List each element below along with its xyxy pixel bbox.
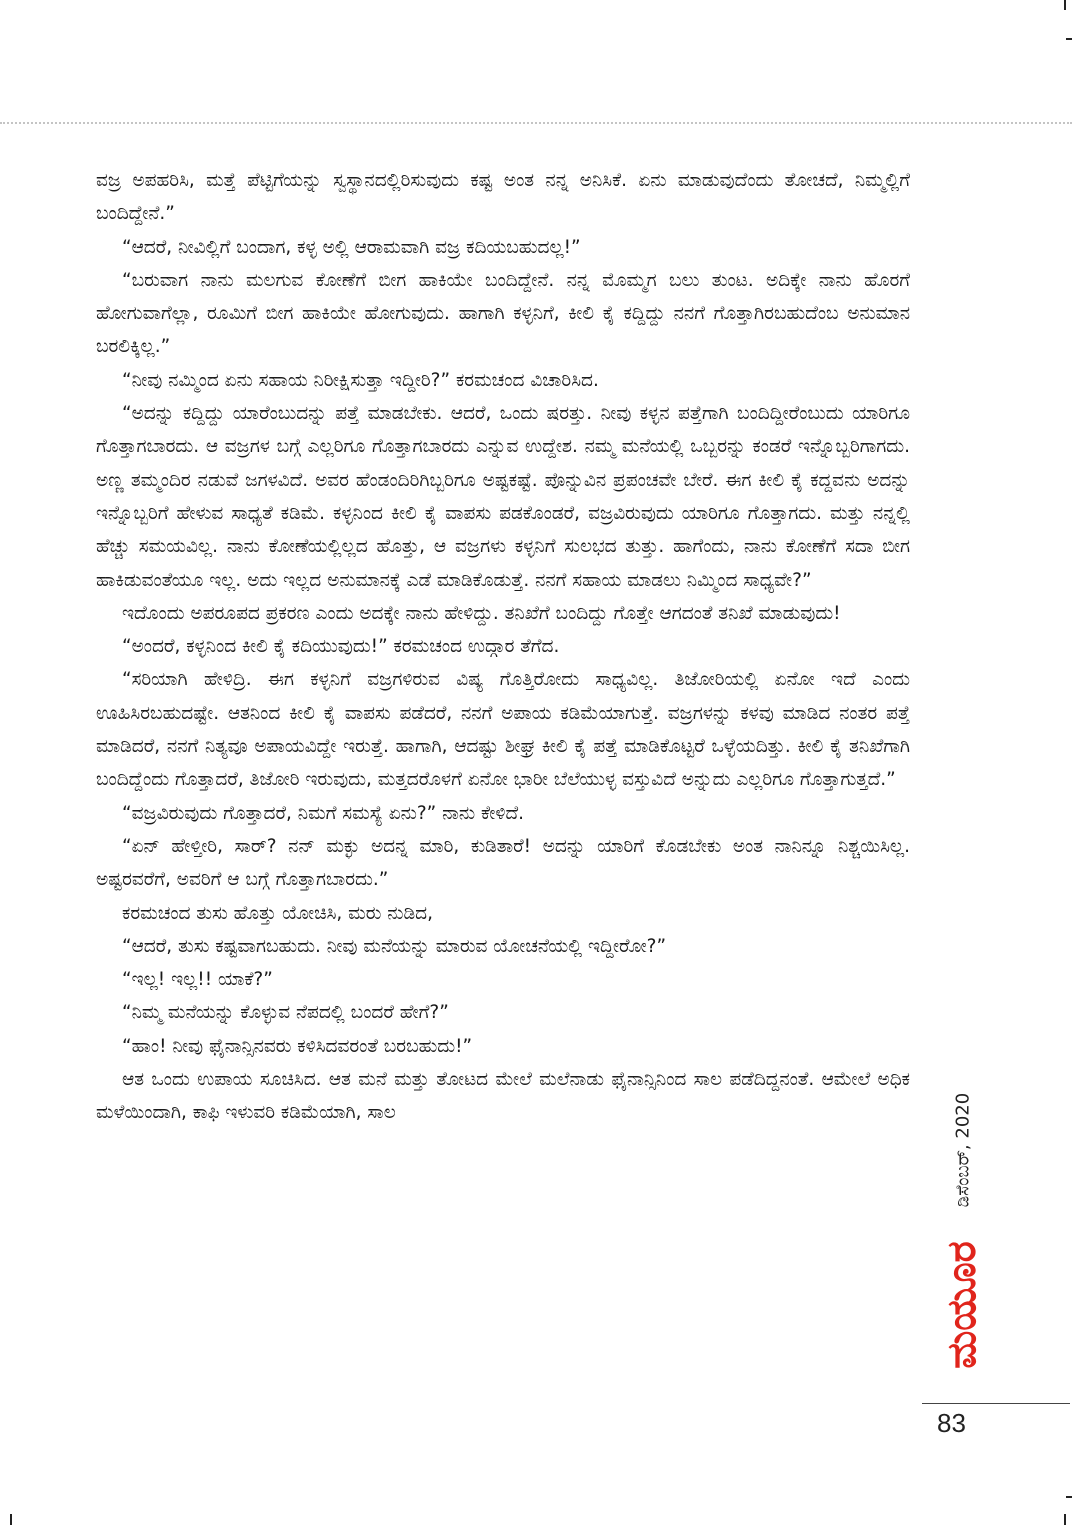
crop-mark-bottom-left (10, 1514, 12, 1525)
paragraph: “ಆದರೆ, ನೀವಿಲ್ಲಿಗೆ ಬಂದಾಗ, ಕಳ್ಳ ಅಲ್ಲಿ ಆರಾಮವಾಗಿ ವಜ್ರ ಕದಿಯಬಹುದಲ್ಲ!” (122, 236, 581, 258)
issue-date-text: ಡಿಸೆಂಬರ್, 2020 (952, 1092, 974, 1208)
article-body (96, 164, 910, 1130)
paragraph: “ನೀವು ನಮ್ಮಿಂದ ಏನು ಸಹಾಯ ನಿರೀಕ್ಷಿಸುತ್ತಾ ಇದ್ದೀರಿ?” ಕರಮಚಂದ ವಿಚಾರಿಸಿದ. (122, 369, 599, 391)
paragraph: “ಏನ್ ಹೇಳ್ತೀರಿ, ಸಾರ್? ನನ್ ಮಕ್ಳು ಅದನ್ನ ಮಾರಿ, ಕುಡಿತಾರೆ! ಅದನ್ನು ಯಾರಿಗೆ ಕೊಡಬೇಕು ಅಂತ ನಾನಿನ್ನೂ ನಿಶ್ಚಯಿಸಿಲ್ಲ. ಅಷ್ಟರವರೆಗೆ, ಅವರಿಗೆ ಆ ಬಗ್ಗೆ ಗೊತ್ತಾಗಬಾರದು.” (96, 835, 910, 891)
paragraph: “ಅದನ್ನು ಕದ್ದಿದ್ದು ಯಾರೆಂಬುದನ್ನು ಪತ್ತೆ ಮಾಡಬೇಕು. ಆದರೆ, ಒಂದು ಷರತ್ತು. ನೀವು ಕಳ್ಳನ ಪತ್ತೆಗಾಗಿ ಬಂದಿದ್ದೀರೆಂಬುದು ಯಾರಿಗೂ ಗೊತ್ತಾಗಬಾರದು. ಆ ವಜ್ರಗಳ ಬಗ್ಗೆ ಎಲ್ಲರಿಗೂ ಗೊತ್ತಾಗಬಾರದು ಎನ್ನುವ ಉದ್ದೇಶ. ನಮ್ಮ ಮನೆಯಲ್ಲಿ ಒಬ್ಬರನ್ನು ಕಂಡರೆ ಇನ್ನೊಬ್ಬರಿಗಾಗದು. ಅಣ್ಣ ತಮ್ಮಂದಿರ ನಡುವೆ ಜಗಳವಿದೆ. ಅವರ ಹೆಂಡಂದಿರಿಗಿಬ್ಬರಿಗೂ ಅಷ್ಟಕಷ್ಟೆ. ಪೊನ್ನುವಿನ ಪ್ರಪಂಚವೇ ಬೇರೆ. ಈಗ ಕೀಲಿ ಕೈ ಕದ್ದವನು ಅದನ್ನು ಇನ್ನೊಬ್ಬರಿಗೆ ಹೇಳುವ ಸಾಧ್ಯತೆ ಕಡಿಮೆ. ಕಳ್ಳನಿಂದ ಕೀಲಿ ಕೈ ವಾಪಸು ಪಡಕೊಂಡರೆ, ವಜ್ರವಿರುವುದು ಯಾರಿಗೂ ಗೊತ್ತಾಗದು. ಮತ್ತು ನನ್ನಲ್ಲಿ ಹೆಚ್ಚು ಸಮಯವಿಲ್ಲ. ನಾನು ಕೋಣೆಯಲ್ಲಿಲ್ಲದ ಹೊತ್ತು, ಆ ವಜ್ರಗಳು ಕಳ್ಳನಿಗೆ ಸುಲಭದ ತುತ್ತು. ಹಾಗೆಂದು, ನಾನು ಕೋಣೆಗೆ ಸದಾ ಬೀಗ ಹಾಕಿಡುವಂತೆಯೂ ಇಲ್ಲ. ಅದು ಇಲ್ಲದ ಅನುಮಾನಕ್ಕೆ ಎಡೆ ಮಾಡಿಕೊಡುತ್ತೆ. ನನಗೆ ಸಹಾಯ ಮಾಡಲು ನಿಮ್ಮಿಂದ ಸಾಧ್ಯವೇ?” (96, 403, 910, 591)
magazine-logo (934, 1220, 990, 1390)
crop-mark-top (1064, 0, 1066, 10)
paragraph: “ಬರುವಾಗ ನಾನು ಮಲಗುವ ಕೋಣೆಗೆ ಬೀಗ ಹಾಕಿಯೇ ಬಂದಿದ್ದೇನೆ. ನನ್ನ ಮೊಮ್ಮಗ ಬಲು ತುಂಟ. ಅದಿಕ್ಕೇ ನಾನು ಹೊರಗೆ ಹೋಗುವಾಗೆಲ್ಲಾ, ರೂಮಿಗೆ ಬೀಗ ಹಾಕಿಯೇ ಹೋಗುವುದು. ಹಾಗಾಗಿ ಕಳ್ಳನಿಗೆ, ಕೀಲಿ ಕೈ ಕದ್ದಿದ್ದು ನನಗೆ ಗೊತ್ತಾಗಿರಬಹುದೆಂಬ ಅನುಮಾನ ಬರಲಿಕ್ಕಿಲ್ಲ.” (96, 269, 910, 358)
footer-rule (922, 1403, 1070, 1404)
paragraph: “ಸರಿಯಾಗಿ ಹೇಳಿದ್ರಿ. ಈಗ ಕಳ್ಳನಿಗೆ ವಜ್ರಗಳಿರುವ ವಿಷ್ಯ ಗೊತ್ತಿರೋದು ಸಾಧ್ಯವಿಲ್ಲ. ತಿಜೋರಿಯಲ್ಲಿ ಏನೋ ಇದೆ ಎಂದು ಊಹಿಸಿರಬಹುದಷ್ಟೇ. ಆತನಿಂದ ಕೀಲಿ ಕೈ ವಾಪಸು ಪಡೆದರೆ, ನನಗೆ ಅಪಾಯ ಕಡಿಮೆಯಾಗುತ್ತೆ. ವಜ್ರಗಳನ್ನು ಕಳವು ಮಾಡಿದ ನಂತರ ಪತ್ತೆ ಮಾಡಿದರೆ, ನನಗೆ ನಿತ್ಯವೂ ಅಪಾಯವಿದ್ದೇ ಇರುತ್ತೆ. ಹಾಗಾಗಿ, ಆದಷ್ಟು ಶೀಘ್ರ ಕೀಲಿ ಕೈ ಪತ್ತೆ ಮಾಡಿಕೊಟ್ಟರೆ ಒಳ್ಳೆಯದಿತ್ತು. ಕೀಲಿ ಕೈ ತನಿಖೆಗಾಗಿ ಬಂದಿದ್ದೆಂದು ಗೊತ್ತಾದರೆ, ತಿಜೋರಿ ಇರುವುದು, ಮತ್ತದರೊಳಗೆ ಏನೋ ಭಾರೀ ಬೆಲೆಯುಳ್ಳ ವಸ್ತುವಿದೆ ಅನ್ನುದು ಎಲ್ಲರಿಗೂ ಗೊತ್ತಾಗುತ್ತದೆ.” (96, 669, 910, 791)
paragraph: “ಹಾಂ! ನೀವು ಫೈನಾನ್ಸಿನವರು ಕಳಿಸಿದವರಂತೆ ಬರಬಹುದು!” (122, 1035, 473, 1057)
paragraph: “ಅಂದರೆ, ಕಳ್ಳನಿಂದ ಕೀಲಿ ಕೈ ಕದಿಯುವುದು!” ಕರಮಚಂದ ಉದ್ಗಾರ ತೆಗೆದ. (122, 636, 560, 658)
paragraph: ಆತ ಒಂದು ಉಪಾಯ ಸೂಚಿಸಿದ. ಆತ ಮನೆ ಮತ್ತು ತೋಟದ ಮೇಲೆ ಮಲೆನಾಡು ಫೈನಾನ್ಸಿನಿಂದ ಸಾಲ ಪಡೆದಿದ್ದನಂತೆ. ಆಮೇಲೆ ಅಧಿಕ ಮಳೆಯಿಂದಾಗಿ, ಕಾಫಿ ಇಳುವರಿ ಕಡಿಮೆಯಾಗಿ, ಸಾಲ (96, 1069, 910, 1124)
paragraph: “ನಿಮ್ಮ ಮನೆಯನ್ನು ಕೊಳ್ಳುವ ನೆಪದಲ್ಲಿ ಬಂದರೆ ಹೇಗೆ?” (122, 1002, 449, 1024)
header-dotted-rule (0, 122, 1072, 124)
crop-mark-right-top (1066, 38, 1072, 40)
paragraph: “ಇಲ್ಲ! ಇಲ್ಲ!! ಯಾಕೆ?” (122, 969, 273, 991)
paragraph: ಇದೊಂದು ಅಪರೂಪದ ಪ್ರಕರಣ ಎಂದು ಅದಕ್ಕೇ ನಾನು ಹೇಳಿದ್ದು. ತನಿಖೆಗೆ ಬಂದಿದ್ದು ಗೊತ್ತೇ ಆಗದಂತೆ ತನಿಖೆ ಮಾಡುವುದು! (122, 602, 841, 624)
paragraph: “ವಜ್ರವಿರುವುದು ಗೊತ್ತಾದರೆ, ನಿಮಗೆ ಸಮಸ್ಯೆ ಏನು?” ನಾನು ಕೇಳಿದೆ. (122, 802, 525, 824)
paragraph: ಕರಮಚಂದ ತುಸು ಹೊತ್ತು ಯೋಚಿಸಿ, ಮರು ನುಡಿದ, (122, 902, 433, 924)
crop-mark-bottom-right (1064, 1514, 1066, 1525)
paragraph: ವಜ್ರ ಅಪಹರಿಸಿ, ಮತ್ತೆ ಪೆಟ್ಟಿಗೆಯನ್ನು ಸ್ವಸ್ಥಾನದಲ್ಲಿರಿಸುವುದು ಕಷ್ಟ ಅಂತ ನನ್ನ ಅನಿಸಿಕೆ. ಏನು ಮಾಡುವುದೆಂದು ತೋಚದೆ, ನಿಮ್ಮಲ್ಲಿಗೆ ಬಂದಿದ್ದೇನೆ.” (96, 170, 910, 225)
magazine-name: ಮಯೂರ (939, 1241, 985, 1369)
issue-date (948, 1092, 978, 1208)
page-number: 83 (937, 1408, 966, 1438)
crop-mark-right-bottom (1066, 1496, 1072, 1498)
paragraph: “ಆದರೆ, ತುಸು ಕಷ್ಟವಾಗಬಹುದು. ನೀವು ಮನೆಯನ್ನು ಮಾರುವ ಯೋಚನೆಯಲ್ಲಿ ಇದ್ದೀರೋ?” (122, 935, 667, 957)
